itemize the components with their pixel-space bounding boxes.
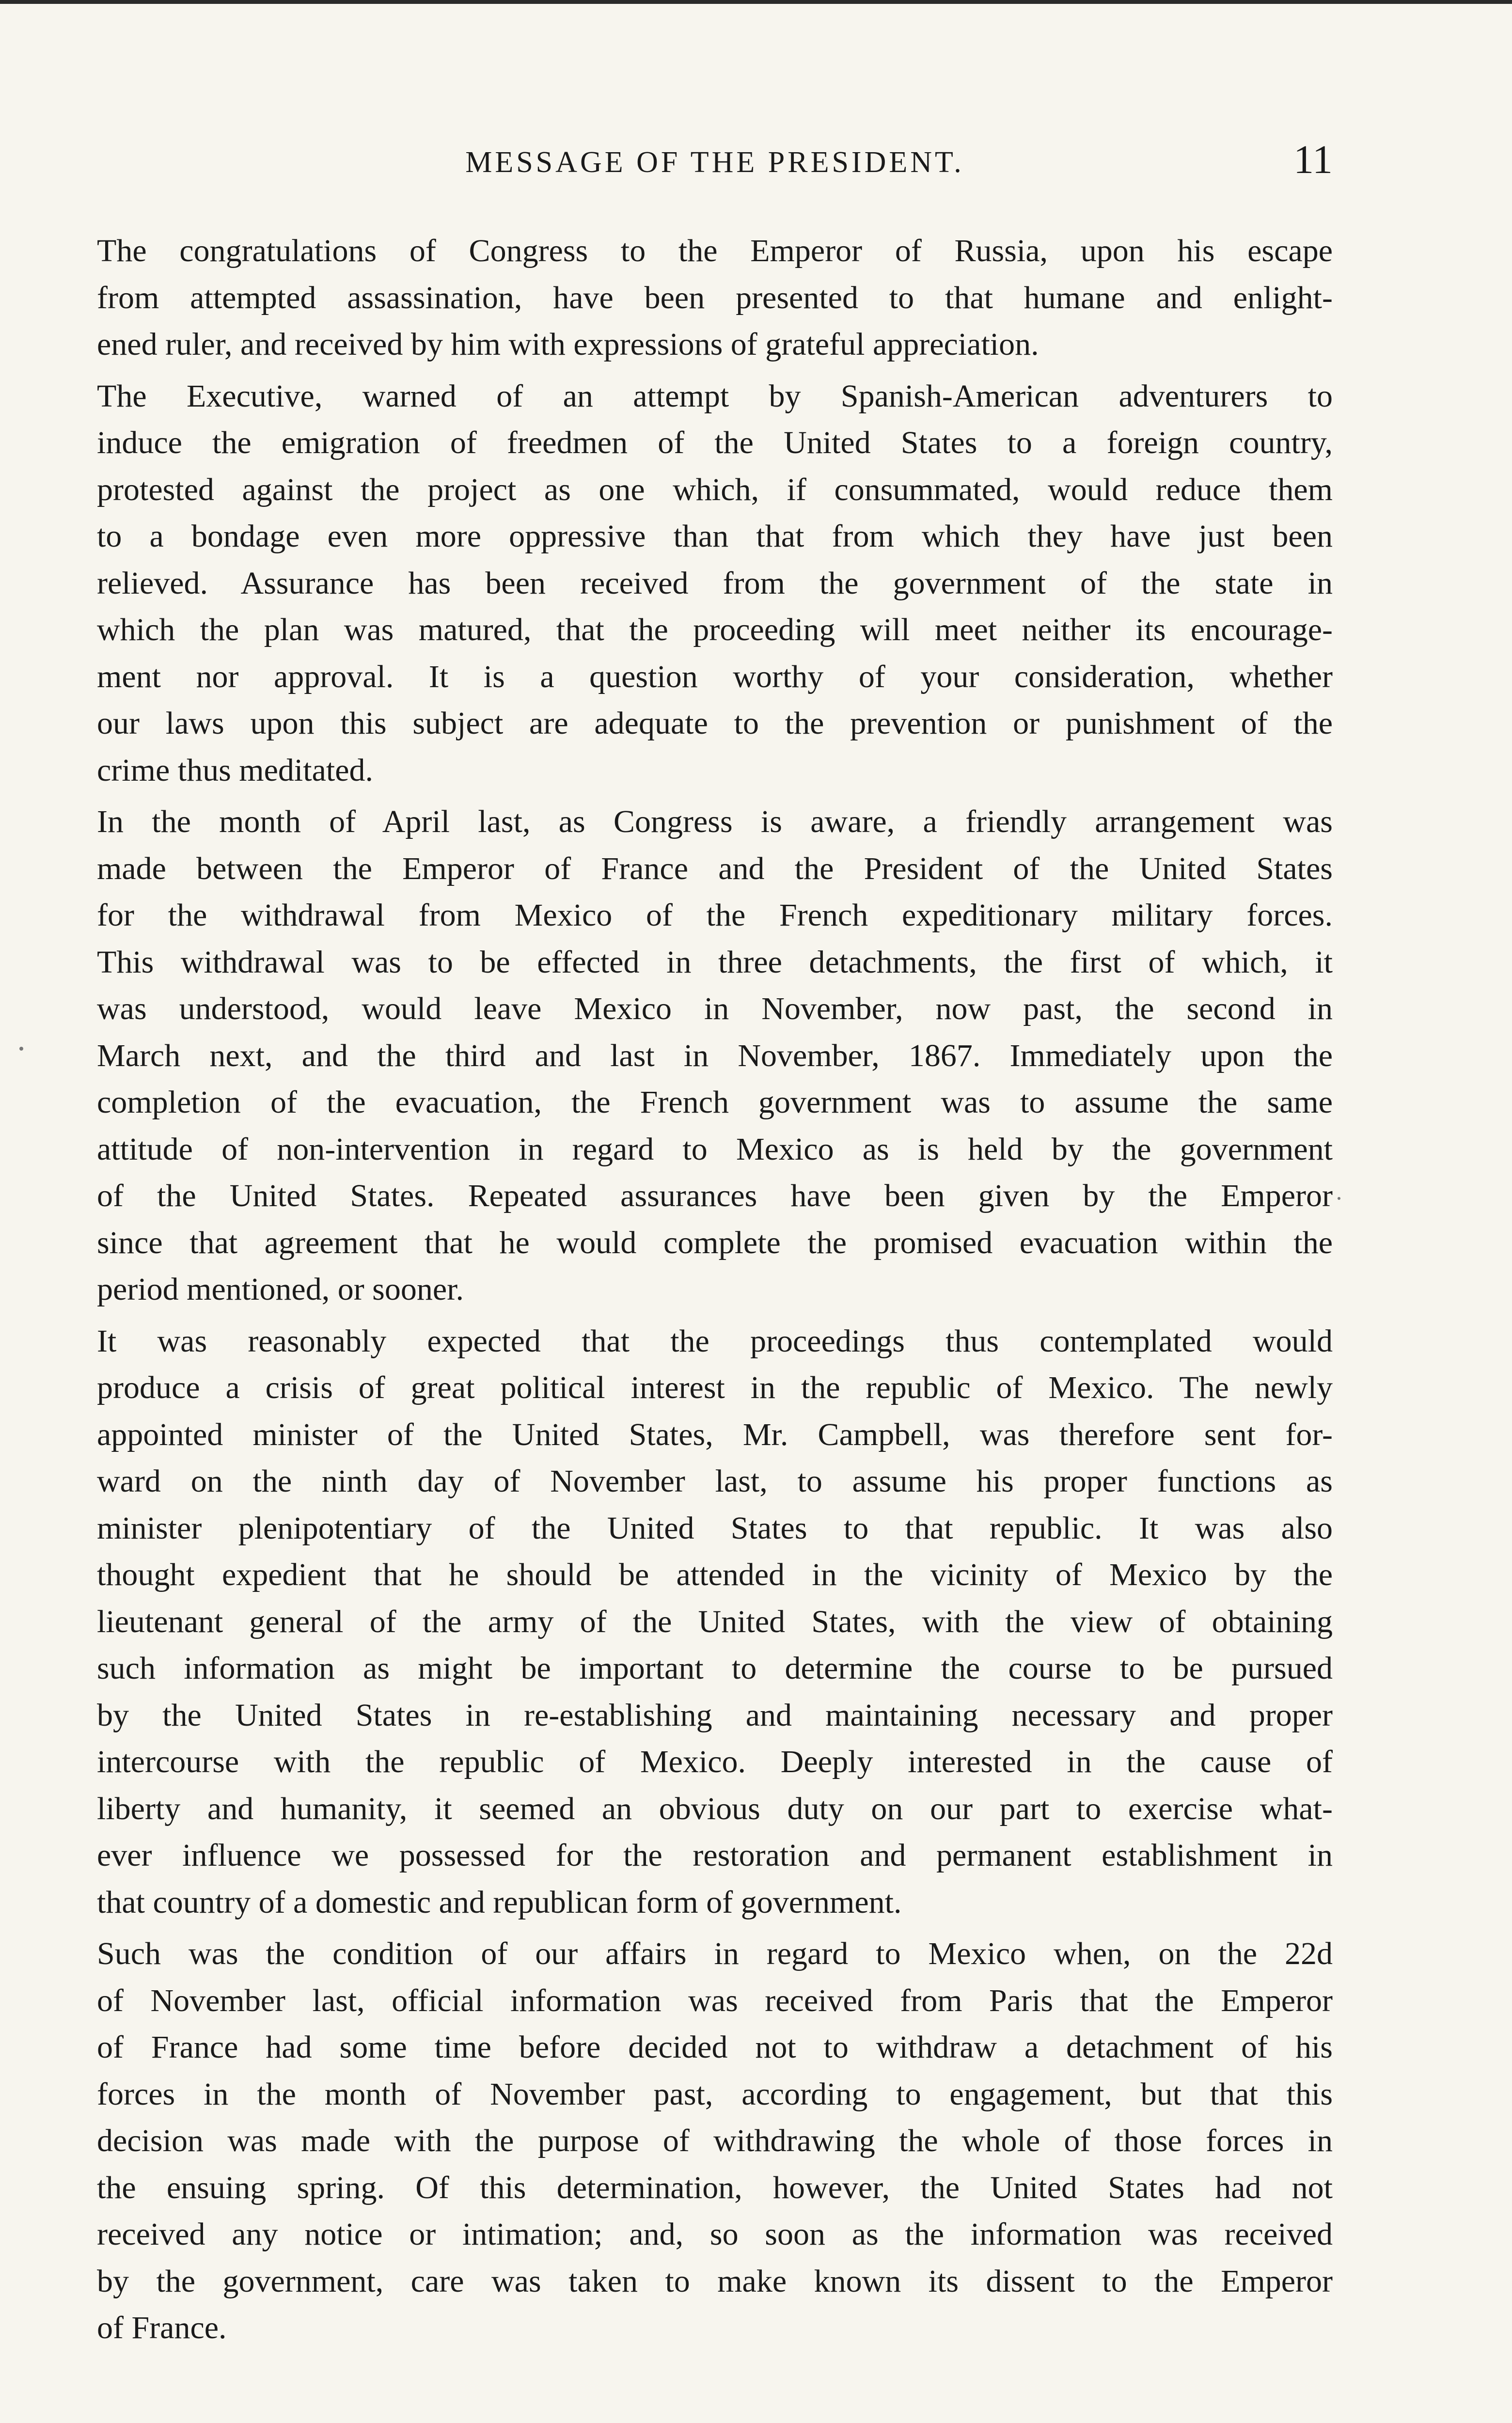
text-line: produce a crisis of great political interest in the republic of Mexico. The newly — [97, 1370, 1333, 1405]
text-line: It was reasonably expected that the proceedings thus contemplated would — [97, 1323, 1333, 1359]
text-line: ward on the ninth day of November last, to assume his proper functions as — [97, 1463, 1333, 1499]
text-line: period mentioned, or sooner. — [97, 1272, 464, 1307]
running-title: MESSAGE OF THE PRESIDENT. — [465, 146, 964, 179]
text-line: for the withdrawal from Mexico of the French expeditionary military forces. — [97, 897, 1333, 933]
paper-speck — [1338, 1197, 1340, 1200]
text-line: forces in the month of November past, according to engagement, but that this — [97, 2076, 1333, 2112]
text-line: relieved. Assurance has been received from the government of the state in — [97, 565, 1333, 601]
text-line: attitude of non-intervention in regard to Mexico as is held by the government — [97, 1131, 1333, 1167]
text-line: intercourse with the republic of Mexico. Deeply interested in the cause of — [97, 1744, 1333, 1779]
text-line: In the month of April last, as Congress is aware, a friendly arrangement was — [97, 804, 1333, 839]
paragraph — [97, 1931, 1333, 2352]
text-line: of France. — [97, 2310, 227, 2345]
running-header — [97, 137, 1333, 184]
text-line: since that agreement that he would complete the promised evacuation within the — [97, 1225, 1333, 1260]
text-line: crime thus meditated. — [97, 752, 373, 788]
text-line: to a bondage even more oppressive than that from which they have just been — [97, 519, 1333, 554]
text-line: our laws upon this subject are adequate to the prevention or punishment of the — [97, 706, 1333, 741]
text-line: ment nor approval. It is a question worthy of your consideration, whether — [97, 659, 1333, 694]
text-line: induce the emigration of freedmen of the United States to a foreign country, — [97, 425, 1333, 460]
paper-speck — [19, 1047, 23, 1051]
text-line: March next, and the third and last in November, 1867. Immediately upon the — [97, 1038, 1333, 1073]
text-line: decision was made with the purpose of withdrawing the whole of those forces in — [97, 2123, 1333, 2158]
text-line: was understood, would leave Mexico in November, now past, the second in — [97, 991, 1333, 1026]
text-line: The Executive, warned of an attempt by Spanish-American adventurers to — [97, 378, 1333, 414]
text-line: from attempted assassination, have been presented to that humane and enlight- — [97, 280, 1333, 315]
text-line: liberty and humanity, it seemed an obvious duty on our part to exercise what- — [97, 1791, 1333, 1826]
text-line: which the plan was matured, that the proceeding will meet neither its encourage- — [97, 612, 1333, 647]
text-line: appointed minister of the United States, Mr. Campbell, was therefore sent for- — [97, 1416, 1333, 1452]
paragraph — [97, 373, 1333, 794]
text-line: by the United States in re-establishing and maintaining necessary and proper — [97, 1697, 1333, 1733]
text-line: completion of the evacuation, the French government was to assume the same — [97, 1085, 1333, 1120]
text-line: Such was the condition of our affairs in regard to Mexico when, on the 22d — [97, 1936, 1333, 1971]
text-line: of the United States. Repeated assurances have been given by the Emperor — [97, 1178, 1333, 1213]
text-line: lieutenant general of the army of the United States, with the view of obtaining — [97, 1604, 1333, 1639]
body-text — [97, 228, 1333, 2357]
text-line: thought expedient that he should be attended in the vicinity of Mexico by the — [97, 1557, 1333, 1592]
text-line: ever influence we possessed for the restoration and permanent establishment in — [97, 1838, 1333, 1873]
text-line: ened ruler, and received by him with expressions of grateful appreciation. — [97, 327, 1039, 362]
text-line: of France had some time before decided not to withdraw a detachment of his — [97, 2030, 1333, 2065]
text-line: received any notice or intimation; and, so soon as the information was received — [97, 2217, 1333, 2252]
top-border-rule — [0, 0, 1512, 4]
paragraph — [97, 799, 1333, 1313]
text-line: protested against the project as one which, if consummated, would reduce them — [97, 472, 1333, 507]
text-line: made between the Emperor of France and the President of the United States — [97, 850, 1333, 886]
text-line: of November last, official information was received from Paris that the Emperor — [97, 1982, 1333, 2018]
text-line: that country of a domestic and republican form of government. — [97, 1884, 902, 1920]
text-line: This withdrawal was to be effected in three detachments, the first of which, it — [97, 944, 1333, 980]
text-line: minister plenipotentiary of the United States to that republic. It was also — [97, 1510, 1333, 1546]
text-line: The congratulations of Congress to the Emperor of Russia, upon his escape — [97, 233, 1333, 268]
text-line: by the government, care was taken to make known its dissent to the Emperor — [97, 2263, 1333, 2299]
paragraph — [97, 1318, 1333, 1926]
text-line: such information as might be important to determine the course to be pursued — [97, 1651, 1333, 1686]
paragraph — [97, 228, 1333, 368]
text-line: the ensuing spring. Of this determination, however, the United States had not — [97, 2170, 1333, 2205]
page-number: 11 — [1293, 137, 1333, 182]
